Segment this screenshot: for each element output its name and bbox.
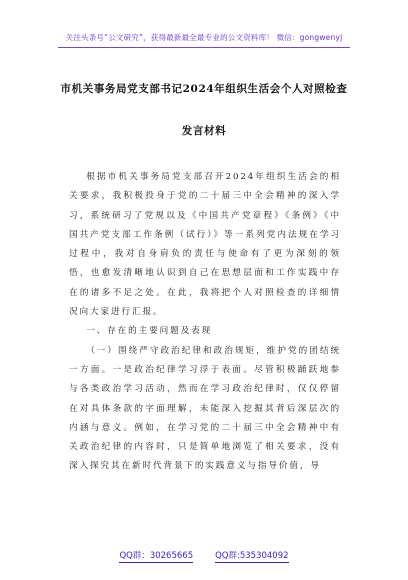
qq-group-link-2[interactable]: QQ群:535304092 — [215, 551, 289, 561]
section-heading: 一、存在的主要问题及表现 — [86, 326, 213, 337]
header-banner: 关注头条号“公文研究”，获得最新最全最专业的公文资料库！ 微信：gongwenyj — [65, 33, 343, 42]
header-divider — [58, 47, 350, 48]
body-paragraph: （一）围绕严守政治纪律和政治规矩，维护党的团结统一方面。一是政治纪律学习浮于表面。尽管积极踊跃地参与各类政治学习活动，然而在学习政治纪律时，仅仅停留在对具体条款的字面理解，未能深入挖掘其背后深层次的内涵与意义。例如，在学习党的二十届三中全会精神中有关政治纪律的内容时，只是简单地浏览了相关要求，没有深入探究其在新时代背景下的实践意义与指导价值，导 — [69, 345, 341, 472]
footer — [0, 549, 408, 561]
document-subtitle: 发言材料 — [181, 125, 227, 137]
document-body — [69, 168, 341, 477]
document-title: 市机关事务局党支部书记2024年组织生活会个人对照检查 — [60, 83, 348, 95]
intro-paragraph: 根据市机关事务局党支部召开2024年组织生活会的相关要求，我积极投身于党的二十届三中全会精神的深入学习，系统研习了党规以及《中国共产党章程》《条例》《中国共产党支部工作条例（试行）》等一系列党内法规在学习过程中，我对自身肩负的责任与使命有了更为深刻的领悟，也愈发清晰地认识到自己在思想层面和工作实践中存在的诸多不足之处。在此，我将把个人对照检查的详细情况向大家进行汇报。 — [69, 172, 341, 318]
qq-group-link-1[interactable]: QQ群：30265665 — [119, 551, 194, 561]
